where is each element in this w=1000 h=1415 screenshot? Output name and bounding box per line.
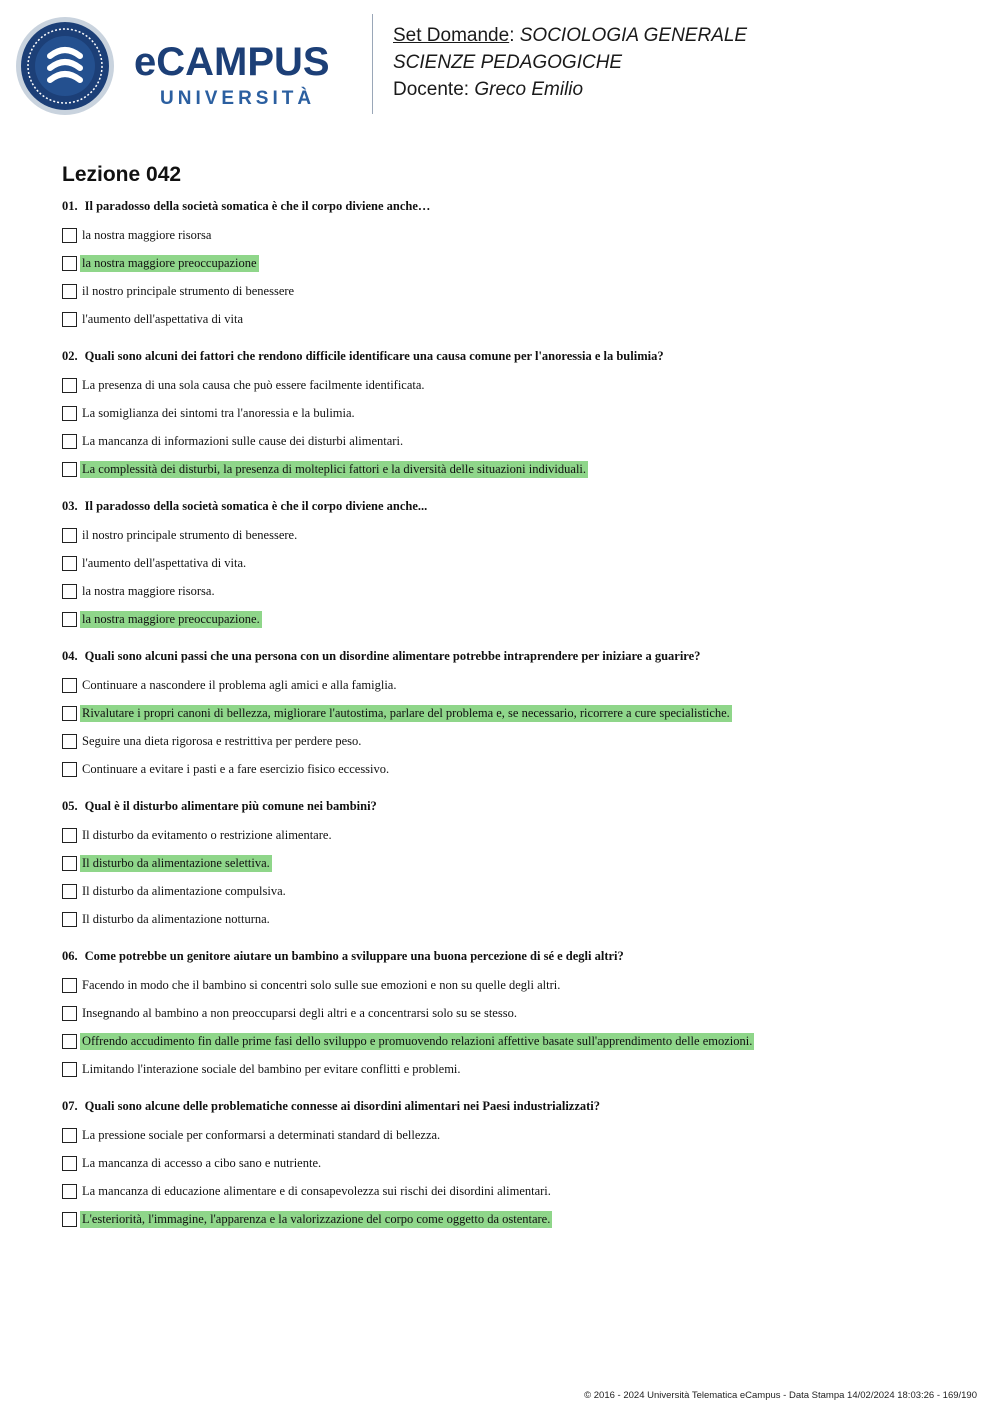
answer-option [62, 277, 962, 305]
answer-text: il nostro principale strumento di benessere. [82, 527, 298, 542]
answer-option [62, 549, 962, 577]
course-name: SCIENZE PEDAGOGICHE [393, 52, 623, 73]
lesson-title: Lezione 042 [62, 163, 182, 186]
answer-checkbox[interactable] [62, 884, 77, 899]
question-number: 01. [62, 199, 78, 213]
question-title [62, 647, 962, 665]
question-text: Quali sono alcuni dei fattori che rendono difficile identificare una causa comune per l'anoressia e la bulimia? [84, 349, 664, 363]
question-block [62, 1097, 962, 1233]
answer-checkbox[interactable] [62, 284, 77, 299]
answer-option [62, 877, 962, 905]
answer-text: La mancanza di informazioni sulle cause dei disturbi alimentari. [82, 433, 404, 448]
header-divider [372, 14, 373, 114]
answer-text: l'aumento dell'aspettativa di vita. [82, 555, 247, 570]
question-text: Quali sono alcune delle problematiche connesse ai disordini alimentari nei Paesi industrializzati? [84, 1099, 601, 1113]
answer-text: Il disturbo da alimentazione selettiva. [82, 855, 270, 870]
answer-checkbox[interactable] [62, 828, 77, 843]
question-number: 04. [62, 649, 78, 663]
answer-option [62, 671, 962, 699]
question-title [62, 347, 962, 365]
answer-checkbox[interactable] [62, 556, 77, 571]
answer-option [62, 1055, 962, 1083]
answer-option [62, 1121, 962, 1149]
answer-text: La complessità dei disturbi, la presenza di molteplici fattori e la diversità delle situazioni individuali. [82, 461, 587, 476]
question-block [62, 197, 962, 333]
answer-text: Facendo in modo che il bambino si concentri solo sulle sue emozioni e non su quelle degli altri. [82, 977, 561, 992]
question-title [62, 197, 962, 215]
set-subject-line: Set Domande: SOCIOLOGIA GENERALE [393, 25, 748, 46]
answer-text: Rivalutare i propri canoni di bellezza, migliorare l'autostima, parlare del problema e, se necessario, ricorrere a cure specialistiche. [82, 705, 730, 720]
answer-checkbox[interactable] [62, 1128, 77, 1143]
answer-checkbox[interactable] [62, 462, 77, 477]
answer-option [62, 1177, 962, 1205]
question-number: 07. [62, 1099, 78, 1113]
answer-text: La somiglianza dei sintomi tra l'anoressia e la bulimia. [82, 405, 355, 420]
answer-option [62, 399, 962, 427]
answer-text: La mancanza di educazione alimentare e di consapevolezza sui rischi dei disordini alimentari. [82, 1183, 551, 1198]
answer-checkbox[interactable] [62, 1062, 77, 1077]
question-number: 05. [62, 799, 78, 813]
question-text: Come potrebbe un genitore aiutare un bambino a sviluppare una buona percezione di sé e degli altri? [84, 949, 624, 963]
answer-option-correct [62, 1205, 962, 1233]
teacher-line: Docente: Greco Emilio [393, 79, 584, 100]
question-text: Qual è il disturbo alimentare più comune nei bambini? [84, 799, 377, 813]
footer-copyright: © 2016 - 2024 Università Telematica eCampus - Data Stampa 14/02/2024 18:03:26 - 169/190 [584, 1390, 977, 1401]
answer-option [62, 221, 962, 249]
question-block [62, 797, 962, 933]
answer-checkbox[interactable] [62, 584, 77, 599]
answer-text: la nostra maggiore risorsa [82, 227, 212, 242]
answer-text: Insegnando al bambino a non preoccuparsi degli altri e a concentrarsi solo su se stesso. [82, 1005, 517, 1020]
answer-checkbox[interactable] [62, 978, 77, 993]
answer-option [62, 305, 962, 333]
question-title [62, 947, 962, 965]
answer-checkbox[interactable] [62, 256, 77, 271]
answer-option-correct [62, 849, 962, 877]
answer-option-correct [62, 605, 962, 633]
answer-text: Il disturbo da alimentazione compulsiva. [82, 883, 286, 898]
question-text: Il paradosso della società somatica è che il corpo diviene anche… [84, 199, 431, 213]
answer-text: Continuare a nascondere il problema agli amici e alla famiglia. [82, 677, 397, 692]
answer-checkbox[interactable] [62, 912, 77, 927]
answer-option-correct [62, 249, 962, 277]
answer-checkbox[interactable] [62, 856, 77, 871]
teacher-name: Greco Emilio [474, 79, 584, 100]
question-title [62, 797, 962, 815]
answer-text: La mancanza di accesso a cibo sano e nutriente. [82, 1155, 322, 1170]
question-list [62, 197, 962, 1247]
answer-option [62, 727, 962, 755]
answer-checkbox[interactable] [62, 378, 77, 393]
answer-text: La presenza di una sola causa che può essere facilmente identificata. [82, 377, 425, 392]
answer-option [62, 821, 962, 849]
question-number: 06. [62, 949, 78, 963]
page-header [0, 0, 1000, 130]
answer-text: Seguire una dieta rigorosa e restrittiva per perdere peso. [82, 733, 362, 748]
answer-checkbox[interactable] [62, 678, 77, 693]
answer-option-correct [62, 699, 962, 727]
subject-name: SOCIOLOGIA GENERALE [519, 25, 748, 46]
answer-checkbox[interactable] [62, 1034, 77, 1049]
answer-checkbox[interactable] [62, 1184, 77, 1199]
ecampus-emblem-icon [14, 16, 116, 116]
answer-option-correct [62, 455, 962, 483]
brand-logo-subtitle: UNIVERSITÀ [160, 88, 316, 109]
answer-text: Limitando l'interazione sociale del bambino per evitare conflitti e problemi. [82, 1061, 461, 1076]
answer-checkbox[interactable] [62, 434, 77, 449]
question-block [62, 947, 962, 1083]
answer-checkbox[interactable] [62, 734, 77, 749]
answer-checkbox[interactable] [62, 706, 77, 721]
set-info [393, 22, 747, 103]
question-text: Il paradosso della società somatica è che il corpo diviene anche... [84, 499, 428, 513]
brand-logo-text: eCAMPUS [134, 40, 330, 84]
answer-checkbox[interactable] [62, 762, 77, 777]
answer-checkbox[interactable] [62, 1156, 77, 1171]
question-number: 02. [62, 349, 78, 363]
teacher-label: Docente [393, 79, 464, 100]
answer-text: il nostro principale strumento di benessere [82, 283, 295, 298]
answer-text: la nostra maggiore risorsa. [82, 583, 215, 598]
answer-text: la nostra maggiore preoccupazione. [82, 611, 260, 626]
question-number: 03. [62, 499, 78, 513]
answer-option [62, 521, 962, 549]
answer-checkbox[interactable] [62, 1006, 77, 1021]
question-block [62, 647, 962, 783]
answer-option-correct [62, 1027, 962, 1055]
answer-option [62, 971, 962, 999]
answer-text: la nostra maggiore preoccupazione [82, 255, 257, 270]
answer-text: Il disturbo da evitamento o restrizione alimentare. [82, 827, 332, 842]
answer-option [62, 577, 962, 605]
answer-text: Offrendo accudimento fin dalle prime fasi dello sviluppo e promuovendo relazioni affettive basate sull'apprendimento delle emozioni. [82, 1033, 753, 1048]
answer-text: Continuare a evitare i pasti e a fare esercizio fisico eccessivo. [82, 761, 390, 776]
answer-option [62, 905, 962, 933]
answer-checkbox[interactable] [62, 612, 77, 627]
question-text: Quali sono alcuni passi che una persona con un disordine alimentare potrebbe intraprendere per iniziare a guarire? [84, 649, 701, 663]
answer-checkbox[interactable] [62, 312, 77, 327]
answer-option [62, 755, 962, 783]
answer-checkbox[interactable] [62, 1212, 77, 1227]
question-block [62, 347, 962, 483]
answer-checkbox[interactable] [62, 528, 77, 543]
answer-checkbox[interactable] [62, 406, 77, 421]
answer-option [62, 371, 962, 399]
answer-text: L'esteriorità, l'immagine, l'apparenza e la valorizzazione del corpo come oggetto da ostentare. [82, 1211, 551, 1226]
question-title [62, 497, 962, 515]
set-label: Set Domande [393, 25, 510, 46]
question-title [62, 1097, 962, 1115]
question-block [62, 497, 962, 633]
answer-checkbox[interactable] [62, 228, 77, 243]
answer-option [62, 427, 962, 455]
answer-option [62, 999, 962, 1027]
answer-text: l'aumento dell'aspettativa di vita [82, 311, 244, 326]
answer-text: La pressione sociale per conformarsi a determinati standard di bellezza. [82, 1127, 441, 1142]
answer-option [62, 1149, 962, 1177]
answer-text: Il disturbo da alimentazione notturna. [82, 911, 270, 926]
